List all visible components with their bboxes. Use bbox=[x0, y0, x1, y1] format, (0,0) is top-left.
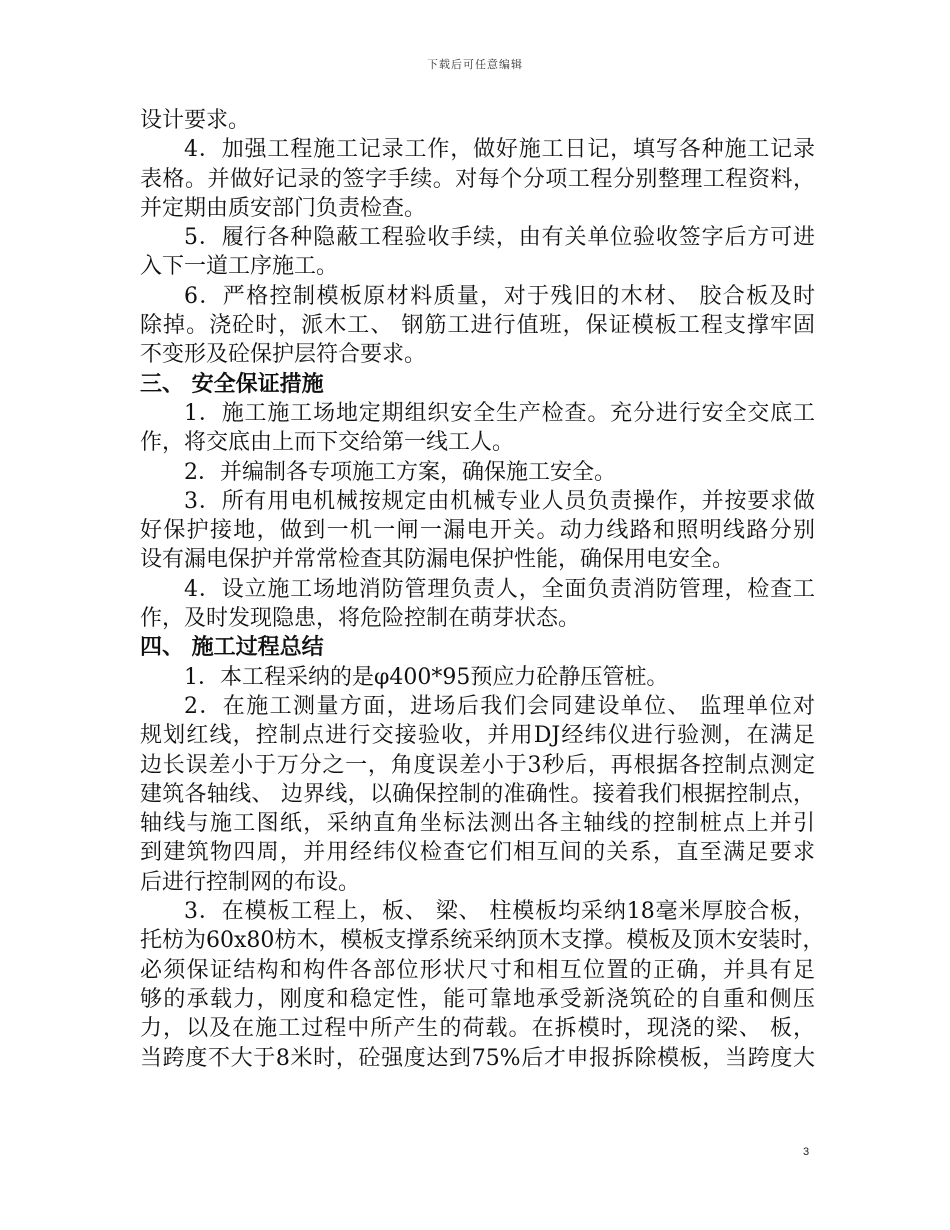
page-header: 下载后可任意编辑 bbox=[427, 58, 523, 71]
text-line: 到建筑物四周，并用经纬仪检查它们相互间的关系，直至满足要求 bbox=[140, 840, 815, 866]
list-item-3: 3．在模板工程上，板、 梁、 柱模板均采纳18毫米厚胶合板， bbox=[184, 899, 815, 925]
list-item-3: 3．所有用电机械按规定由机械专业人员负责操作，并按要求做 bbox=[184, 488, 815, 514]
text-line: 建筑各轴线、 边界线，以确保控制的准确性。接着我们根据控制点， bbox=[140, 781, 815, 807]
text-line: 作，及时发现隐患，将危险控制在萌芽状态。 bbox=[140, 606, 581, 632]
text-line: 够的承载力，刚度和稳定性，能可靠地承受新浇筑砼的自重和侧压 bbox=[140, 986, 815, 1012]
list-item-2: 2．在施工测量方面，进场后我们会同建设单位、 监理单位对 bbox=[184, 693, 815, 719]
text-line: 好保护接地，做到一机一闸一漏电开关。动力线路和照明线路分别 bbox=[140, 518, 815, 544]
text-line: 除掉。浇砼时，派木工、 钢筋工进行值班，保证模板工程支撑牢固 bbox=[140, 313, 815, 339]
text-line: 力，以及在施工过程中所产生的荷载。在拆模时，现浇的梁、 板， bbox=[140, 1016, 815, 1042]
list-item-1: 1．施工施工场地定期组织安全生产检查。充分进行安全交底工 bbox=[184, 400, 815, 426]
text-line: 表格。并做好记录的签字手续。对每个分项工程分别整理工程资料， bbox=[140, 166, 815, 192]
section-heading-summary: 四、 施工过程总结 bbox=[140, 635, 324, 661]
text-line: 入下一道工序施工。 bbox=[140, 254, 339, 280]
section-heading-safety: 三、 安全保证措施 bbox=[140, 371, 324, 397]
list-item-5: 5．履行各种隐蔽工程验收手续，由有关单位验收签字后方可进 bbox=[184, 225, 815, 251]
text-line: 作，将交底由上而下交给第一线工人。 bbox=[140, 430, 515, 456]
list-item-6: 6．严格控制模板原材料质量，对于残旧的木材、 胶合板及时 bbox=[184, 283, 815, 309]
text-line: 设有漏电保护并常常检查其防漏电保护性能，确保用电安全。 bbox=[140, 547, 735, 573]
text-line: 轴线与施工图纸，采纳直角坐标法测出各主轴线的控制桩点上并引 bbox=[140, 811, 815, 837]
list-item-4: 4．加强工程施工记录工作，做好施工日记，填写各种施工记录 bbox=[184, 137, 815, 163]
text-line: 不变形及砼保护层符合要求。 bbox=[140, 342, 427, 368]
text-line: 并定期由质安部门负责检查。 bbox=[140, 195, 427, 221]
text-line: 设计要求。 bbox=[140, 108, 251, 133]
text-line: 规划红线，控制点进行交接验收，并用DJ经纬仪进行验测，在满足 bbox=[140, 723, 815, 749]
list-item-4: 4．设立施工场地消防管理负责人，全面负责消防管理，检查工 bbox=[184, 576, 815, 602]
list-item-2: 2．并编制各专项施工方案，确保施工安全。 bbox=[184, 459, 616, 485]
text-line: 必须保证结构和构件各部位形状尺寸和相互位置的正确，并具有足 bbox=[140, 957, 815, 983]
list-item-1: 1．本工程采纳的是φ400*95预应力砼静压管桩。 bbox=[184, 664, 669, 690]
text-line: 后进行控制网的布设。 bbox=[140, 869, 361, 895]
page-number: 3 bbox=[803, 1146, 810, 1158]
document-body bbox=[140, 106, 825, 1073]
text-line: 当跨度不大于8米时，砼强度达到75%后才申报拆除模板，当跨度大 bbox=[140, 1045, 815, 1071]
text-line: 边长误差小于万分之一，角度误差小于3秒后，再根据各控制点测定 bbox=[140, 752, 815, 778]
text-line: 托枋为60x80枋木，模板支撑系统采纳顶木支撑。模板及顶木安装时， bbox=[140, 928, 825, 954]
